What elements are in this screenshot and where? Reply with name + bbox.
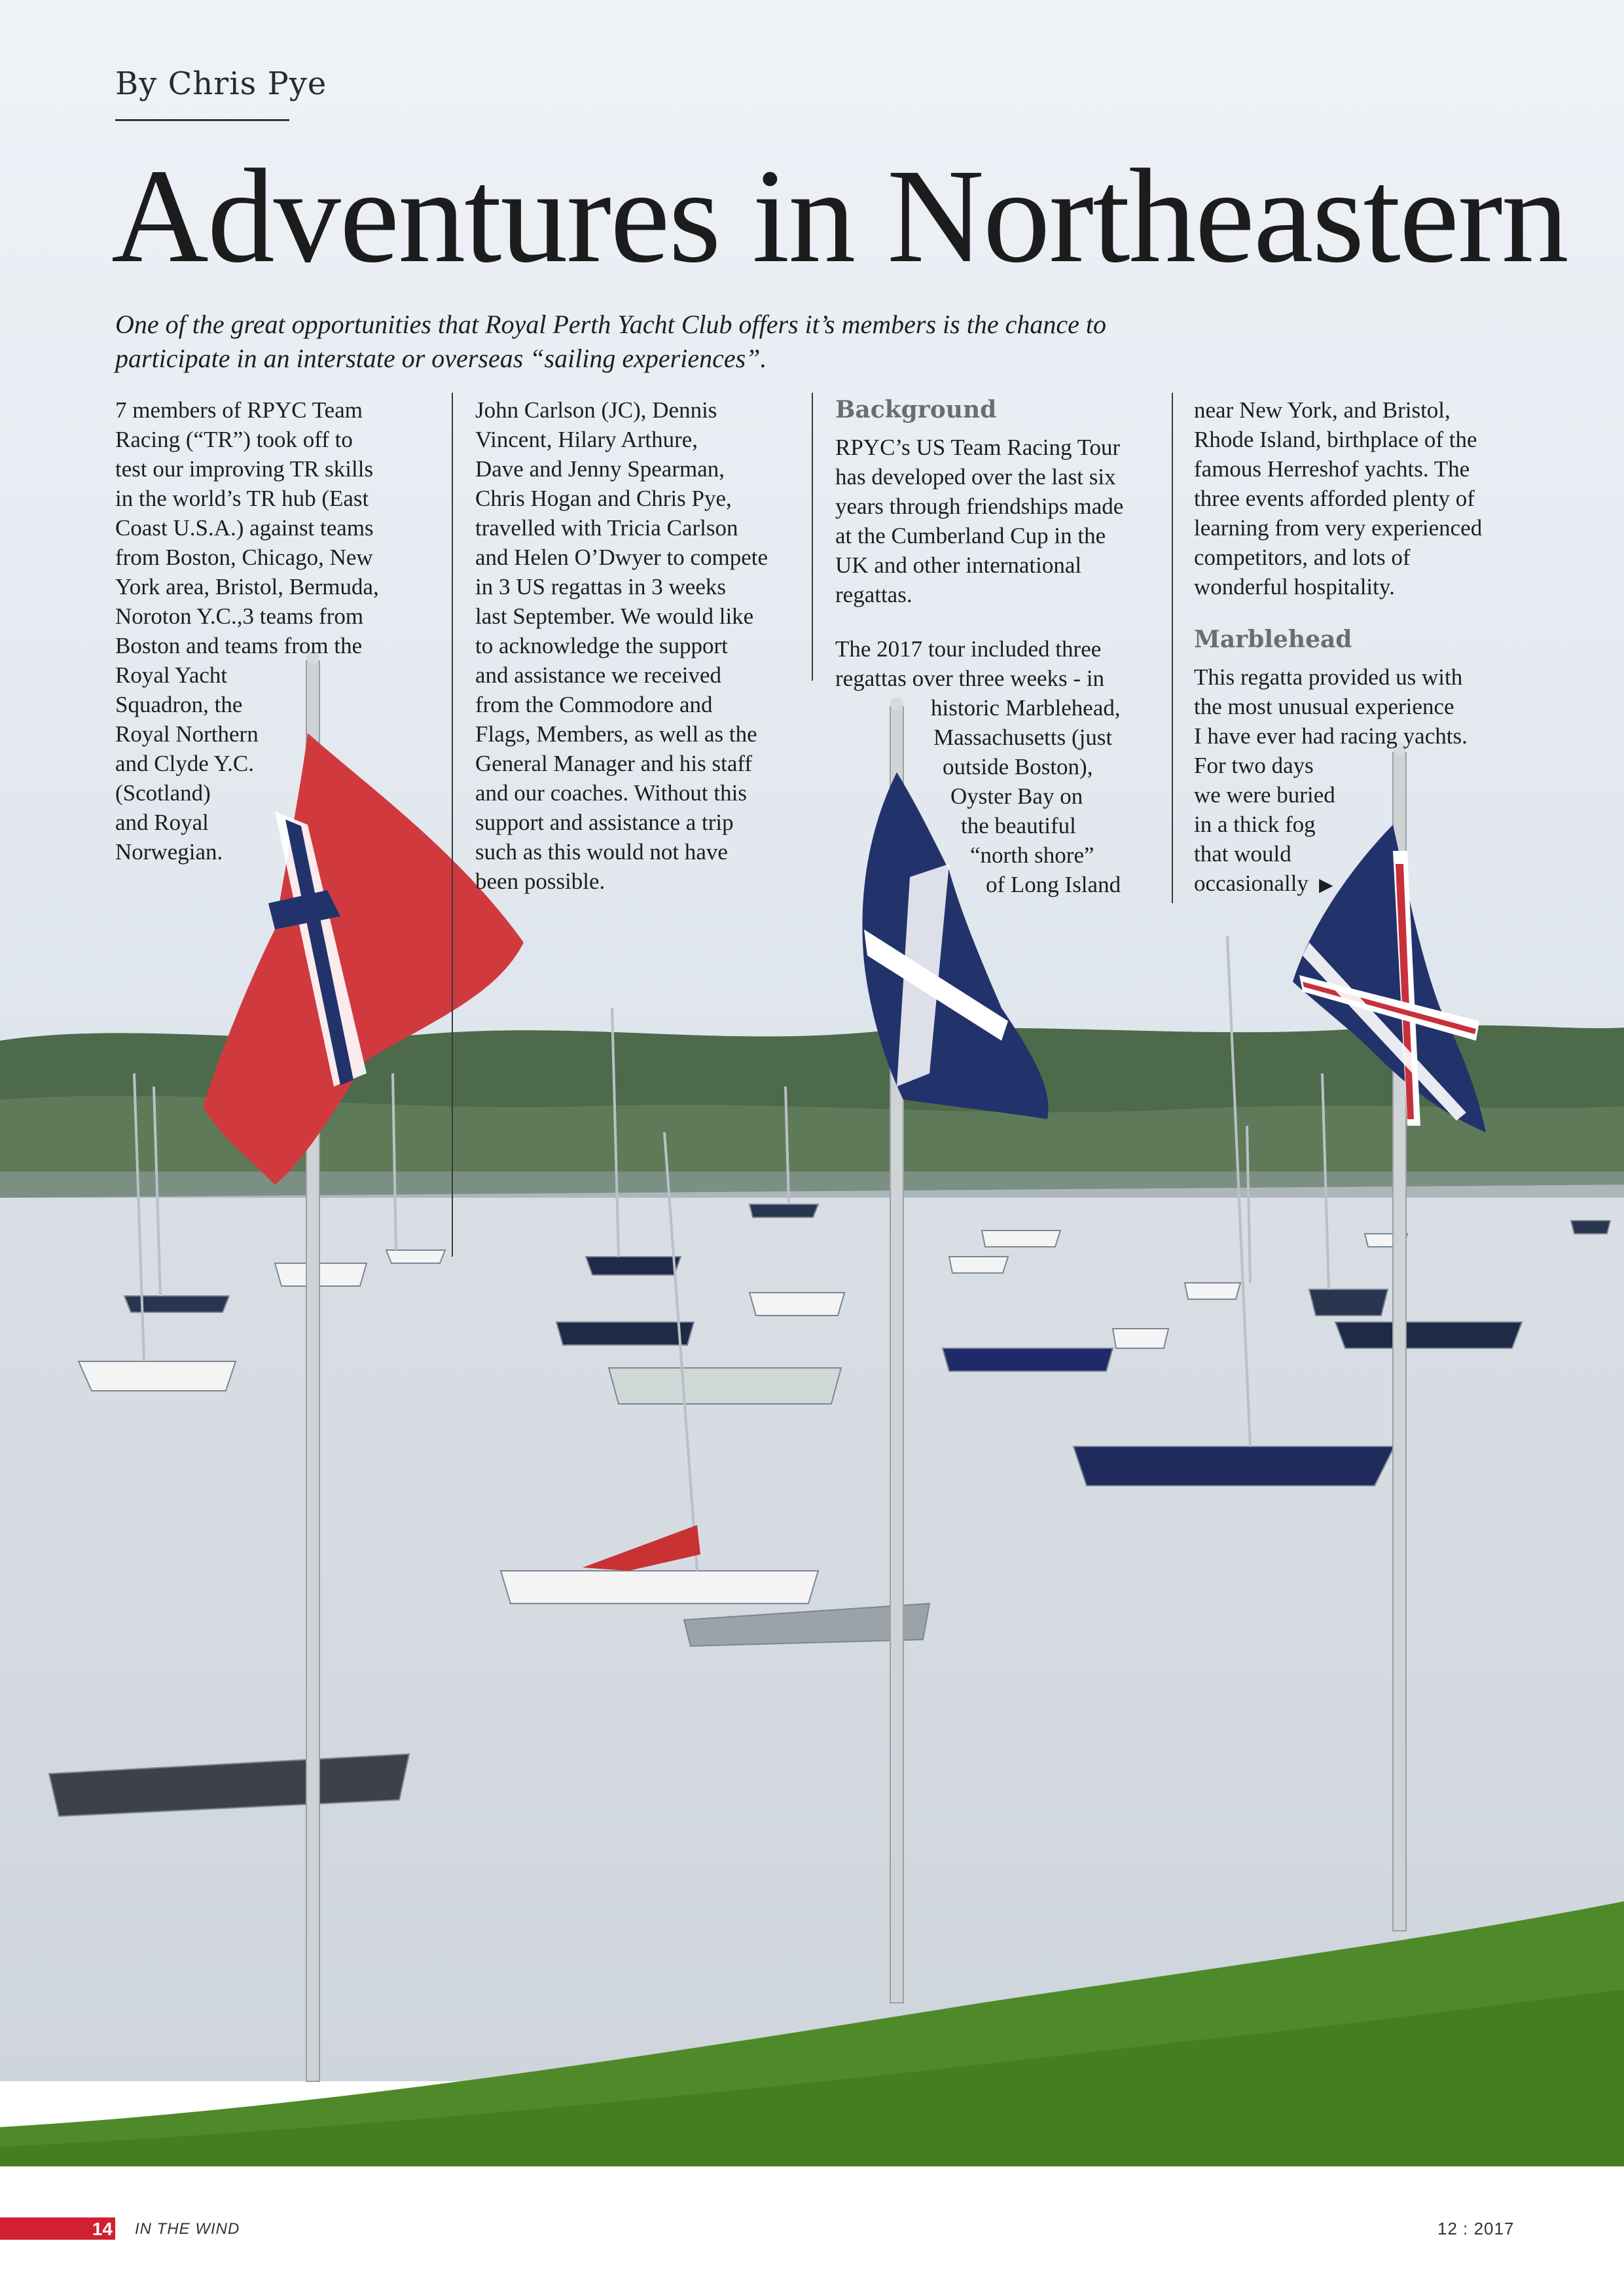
tour-paragraph — [835, 634, 1163, 899]
boat — [49, 1754, 409, 1816]
boat — [275, 1263, 367, 1286]
column-4 — [1194, 395, 1521, 899]
text-line: Flags, Members, as well as the — [475, 721, 757, 747]
text-line: outside Boston), — [943, 754, 1093, 780]
text-line: Dave and Jenny Spearman, — [475, 456, 725, 482]
text-line: Oyster Bay on — [950, 783, 1083, 809]
boat — [982, 1230, 1060, 1247]
boat — [556, 1322, 694, 1345]
moored-boats — [49, 1204, 1610, 1816]
text-line: RPYC’s US Team Racing Tour — [835, 435, 1121, 460]
text-line: we were buried — [1194, 782, 1335, 808]
text-line: such as this would not have — [475, 839, 728, 865]
boat — [79, 1361, 236, 1391]
text-line: Royal Northern — [115, 721, 259, 747]
text-line: been possible. — [475, 869, 605, 894]
text-line: Racing (“TR”) took off to — [115, 427, 353, 452]
text-line: from the Commodore and — [475, 692, 713, 717]
background-paragraph — [835, 433, 1163, 609]
boat — [386, 1250, 445, 1263]
text-line: in the world’s TR hub (East — [115, 486, 369, 511]
text-line: (Scotland) — [115, 780, 211, 806]
page-footer — [0, 2166, 1624, 2296]
text-line: Boston and teams from the — [115, 633, 363, 658]
boat — [749, 1293, 844, 1316]
red-sail-cover — [583, 1525, 700, 1571]
text-line: competitors, and lots of — [1194, 545, 1411, 570]
text-line: Norwegian. — [115, 839, 223, 865]
text-line: Squadron, the — [115, 692, 243, 717]
column-divider — [1172, 393, 1173, 903]
column-3 — [835, 395, 1163, 899]
text-line: Coast U.S.A.) against teams — [115, 515, 374, 541]
continue-arrow-icon: ▶ — [1318, 874, 1333, 895]
text-line: the beautiful — [961, 813, 1076, 838]
intro-standfirst: One of the great opportunities that Royal Perth Yacht Club offers it’s members is the chance to participate in an interstate or overseas “sailing experiences”. — [115, 310, 1106, 373]
events-paragraph — [1194, 395, 1521, 601]
text-line: UK and other international — [835, 552, 1082, 578]
boat — [1074, 1446, 1394, 1486]
boat — [124, 1296, 229, 1312]
text-line: and our coaches. Without this — [475, 780, 747, 806]
byline-underline — [115, 119, 289, 121]
text-line: in 3 US regattas in 3 weeks — [475, 574, 726, 600]
text-line: test our improving TR skills — [115, 456, 374, 482]
marblehead-heading: Marblehead — [1194, 626, 1352, 653]
text-line: at the Cumberland Cup in the — [835, 523, 1106, 548]
text-line: This regatta provided us with — [1194, 664, 1463, 690]
text-line: near New York, and Bristol, — [1194, 397, 1451, 423]
text-line: wonderful hospitality. — [1194, 574, 1395, 600]
boat — [949, 1257, 1008, 1273]
boat — [943, 1348, 1113, 1371]
text-line: occasionally ▶ — [1194, 870, 1333, 896]
text-line: historic Marblehead, — [931, 695, 1121, 721]
marblehead-paragraph — [1194, 662, 1521, 899]
text-line: famous Herreshof yachts. The — [1194, 456, 1470, 482]
boat — [586, 1257, 681, 1275]
column-1-text — [115, 395, 429, 867]
text-line: three events afforded plenty of — [1194, 486, 1475, 511]
text-line: and Helen O’Dwyer to compete — [475, 545, 768, 570]
byline: By Chris Pye — [115, 65, 327, 102]
text-line: Noroton Y.C.,3 teams from — [115, 603, 364, 629]
text-line: Chris Hogan and Chris Pye, — [475, 486, 732, 511]
text-line: York area, Bristol, Bermuda, — [115, 574, 379, 600]
boat — [1113, 1329, 1168, 1348]
text-line: The 2017 tour included three — [835, 636, 1102, 662]
column-divider — [452, 393, 453, 1257]
text-line: and Royal — [115, 810, 209, 835]
text-line: regattas over three weeks - in — [835, 666, 1105, 691]
text-line: and assistance we received — [475, 662, 722, 688]
background-heading: Background — [835, 396, 997, 423]
text-line: years through friendships made — [835, 493, 1124, 519]
text-line: I have ever had racing yachts. — [1194, 723, 1468, 749]
text-line: Rhode Island, birthplace of the — [1194, 427, 1477, 452]
magazine-name: IN THE WIND — [135, 2220, 240, 2238]
text-line: has developed over the last six — [835, 464, 1116, 490]
text-line: John Carlson (JC), Dennis — [475, 397, 717, 423]
text-line: from Boston, Chicago, New — [115, 545, 373, 570]
text-line: For two days — [1194, 753, 1314, 778]
text-line: Vincent, Hilary Arthure, — [475, 427, 698, 452]
text-line: in a thick fog — [1194, 812, 1316, 837]
boat — [1185, 1283, 1240, 1299]
column-1 — [115, 395, 429, 867]
text-line: Massachusetts (just — [933, 725, 1113, 750]
page-number: 14 — [92, 2219, 113, 2239]
boat — [749, 1204, 818, 1217]
column-2 — [475, 395, 803, 896]
text-line: the most unusual experience — [1194, 694, 1454, 719]
text-line: 7 members of RPYC Team — [115, 397, 363, 423]
text-line: Royal Yacht — [115, 662, 228, 688]
text-line: of Long Island — [986, 872, 1121, 897]
column-2-text — [475, 395, 803, 896]
issue-date: 12 : 2017 — [1437, 2219, 1515, 2238]
text-line: General Manager and his staff — [475, 751, 753, 776]
text-line: “north shore” — [970, 842, 1094, 868]
text-line: that would — [1194, 841, 1291, 867]
boat — [609, 1368, 841, 1404]
text-line: regattas. — [835, 582, 912, 607]
text-line: and Clyde Y.C. — [115, 751, 254, 776]
text-line: last September. We would like — [475, 603, 754, 629]
text-line: to acknowledge the support — [475, 633, 728, 658]
column-divider — [812, 393, 813, 681]
text-line: support and assistance a trip — [475, 810, 734, 835]
boat — [1335, 1322, 1522, 1348]
article-title: Adventures in Northeastern — [111, 141, 1568, 291]
boat — [1571, 1221, 1610, 1234]
text-line: learning from very experienced — [1194, 515, 1483, 541]
text-line: travelled with Tricia Carlson — [475, 515, 738, 541]
boat — [1309, 1289, 1388, 1316]
boat — [501, 1571, 818, 1604]
